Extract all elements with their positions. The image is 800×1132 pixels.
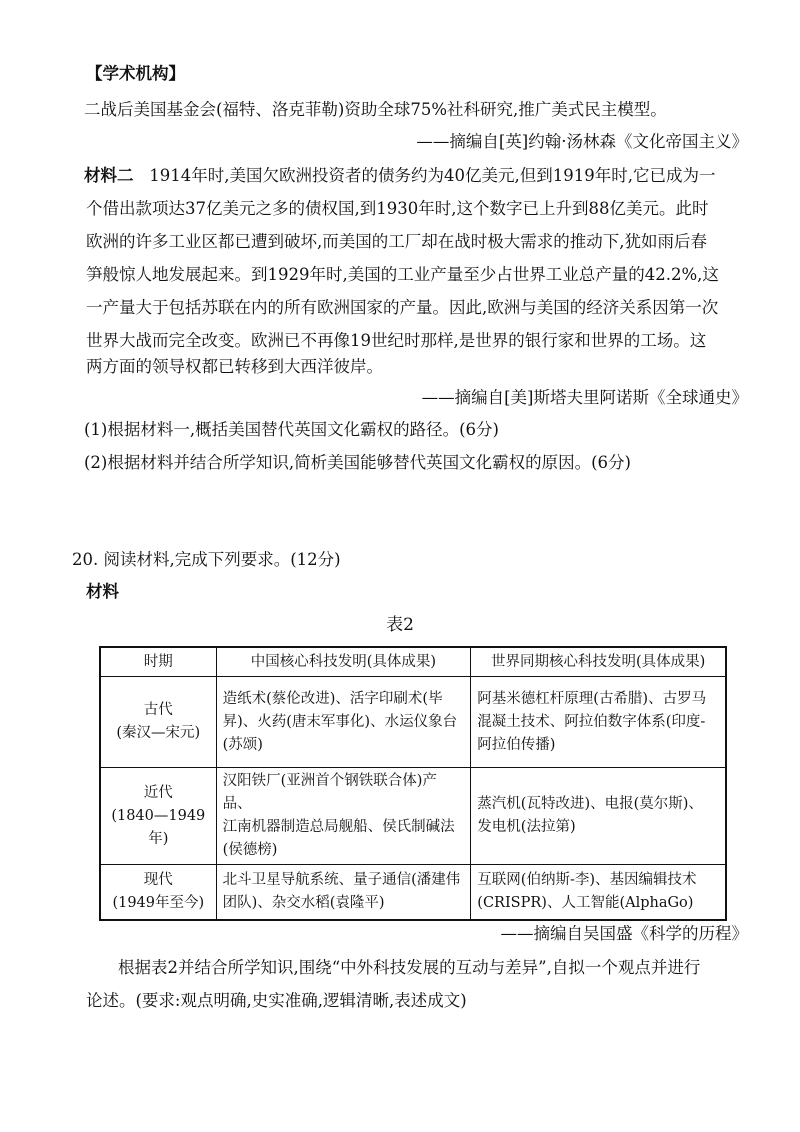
material2-label: 材料二 <box>84 166 134 185</box>
essay-prompt-line-2: 论述。(要求:观点明确,史实准确,逻辑清晰,表述成文) <box>86 991 467 1010</box>
source-citation-1: ——摘编自[英]约翰·汤林森《文化帝国主义》 <box>416 132 748 151</box>
material2-line-5: 世界大战而完全改变。欧洲已不再像19世纪时那样,是世界的银行家和世界的工场。这 <box>86 331 707 350</box>
china-text-line: 造纸术(蔡伦改进)、活字印刷术(毕 <box>222 690 443 707</box>
question-20-title: 20. 阅读材料,完成下列要求。(12分) <box>72 550 341 569</box>
period-name: 古代 <box>143 702 173 718</box>
world-text-line: (CRISPR)、人工智能(AlphaGo) <box>477 895 694 911</box>
china-text-line: 团队)、杂交水稻(袁隆平) <box>222 895 385 911</box>
material-label: 材料 <box>86 582 119 601</box>
material2-line-3: 笋般惊人地发展起来。到1929年时,美国的工业产量至少占世界工业总产量的42.2%,这 <box>86 265 719 284</box>
tech-comparison-table <box>99 646 727 921</box>
period-range: (1840—1949年) <box>111 807 206 847</box>
world-text-line: 蒸汽机(瓦特改进)、电报(莫尔斯)、 <box>477 796 703 812</box>
period-cell <box>100 768 216 865</box>
source-citation-2: ——摘编自[美]斯塔夫里阿诺斯《全球通史》 <box>421 388 748 407</box>
period-range: (1949年至今) <box>112 895 205 911</box>
period-name: 近代 <box>143 784 173 801</box>
world-text-line: 互联网(伯纳斯-李)、基因编辑技术 <box>477 872 697 888</box>
material2-line-2: 欧洲的许多工业区都已遭到破坏,而美国的工厂却在战时极大需求的推动下,犹如雨后春 <box>86 232 707 251</box>
world-text-line: 混凝土技术、阿拉伯数字体系(印度- <box>477 713 706 730</box>
table-row-contemporary <box>100 865 726 921</box>
material2-line-0 <box>84 164 715 188</box>
world-cell <box>471 865 726 921</box>
header-world: 世界同期核心科技发明(具体成果) <box>471 647 726 677</box>
china-cell <box>216 677 471 768</box>
question-1: (1)根据材料一,概括美国替代英国文化霸权的路径。(6分) <box>84 420 499 439</box>
china-cell <box>216 768 471 865</box>
period-cell <box>100 677 216 768</box>
section-heading-academic-institutions: 【学术机构】 <box>86 64 185 83</box>
china-text-line: 昇)、火药(唐末军事化)、水运仪象台 <box>222 713 458 730</box>
table-row-ancient <box>100 677 726 768</box>
table-row-modern <box>100 768 726 865</box>
table-header-row <box>100 647 726 677</box>
table-title: 表2 <box>386 615 414 635</box>
material2-text-0: 1914年时,美国欠欧洲投资者的债务约为40亿美元,但到1919年时,它已成为一 <box>149 166 716 185</box>
essay-prompt-line-1: 根据表2并结合所学知识,围绕“中外科技发展的互动与差异”,自拟一个观点并进行 <box>118 958 701 977</box>
china-text-line: (苏颂) <box>222 736 263 753</box>
china-text-line: 江南机器制造总局舰船、侯氏制碱法 <box>222 819 455 835</box>
material2-line-6: 两方面的领导权都已转移到大西洋彼岸。 <box>86 357 383 376</box>
period-range: (秦汉—宋元) <box>116 725 201 741</box>
question-2: (2)根据材料并结合所学知识,简析美国能够替代英国文化霸权的原因。(6分) <box>84 453 631 472</box>
world-text-line: 发电机(法拉第) <box>477 819 576 835</box>
world-cell <box>471 677 726 768</box>
world-cell <box>471 768 726 865</box>
header-china: 中国核心科技发明(具体成果) <box>216 647 471 677</box>
period-cell <box>100 865 216 921</box>
china-cell <box>216 865 471 921</box>
period-name: 现代 <box>143 872 173 888</box>
source-citation-3: ——摘编自吴国盛《科学的历程》 <box>500 924 748 943</box>
foundation-text: 二战后美国基金会(福特、洛克菲勒)资助全球75%社科研究,推广美式民主模型。 <box>84 100 667 119</box>
material2-line-1: 个借出款项达37亿美元之多的债权国,到1930年时,这个数字已上升到88亿美元。此时 <box>86 199 709 218</box>
china-text-line: 北斗卫星导航系统、量子通信(潘建伟 <box>222 872 461 888</box>
world-text-line: 阿基米德杠杆原理(古希腊)、古罗马 <box>477 690 707 707</box>
china-text-line: (侯德榜) <box>222 842 278 858</box>
china-text-line: 汉阳铁厂(亚洲首个钢铁联合体)产品、 <box>222 773 437 812</box>
world-text-line: 阿拉伯传播) <box>477 736 556 753</box>
header-period: 时期 <box>100 647 216 677</box>
material2-line-4: 一产量大于包括苏联在内的所有欧洲国家的产量。因此,欧洲与美国的经济关系因第一次 <box>86 298 719 317</box>
